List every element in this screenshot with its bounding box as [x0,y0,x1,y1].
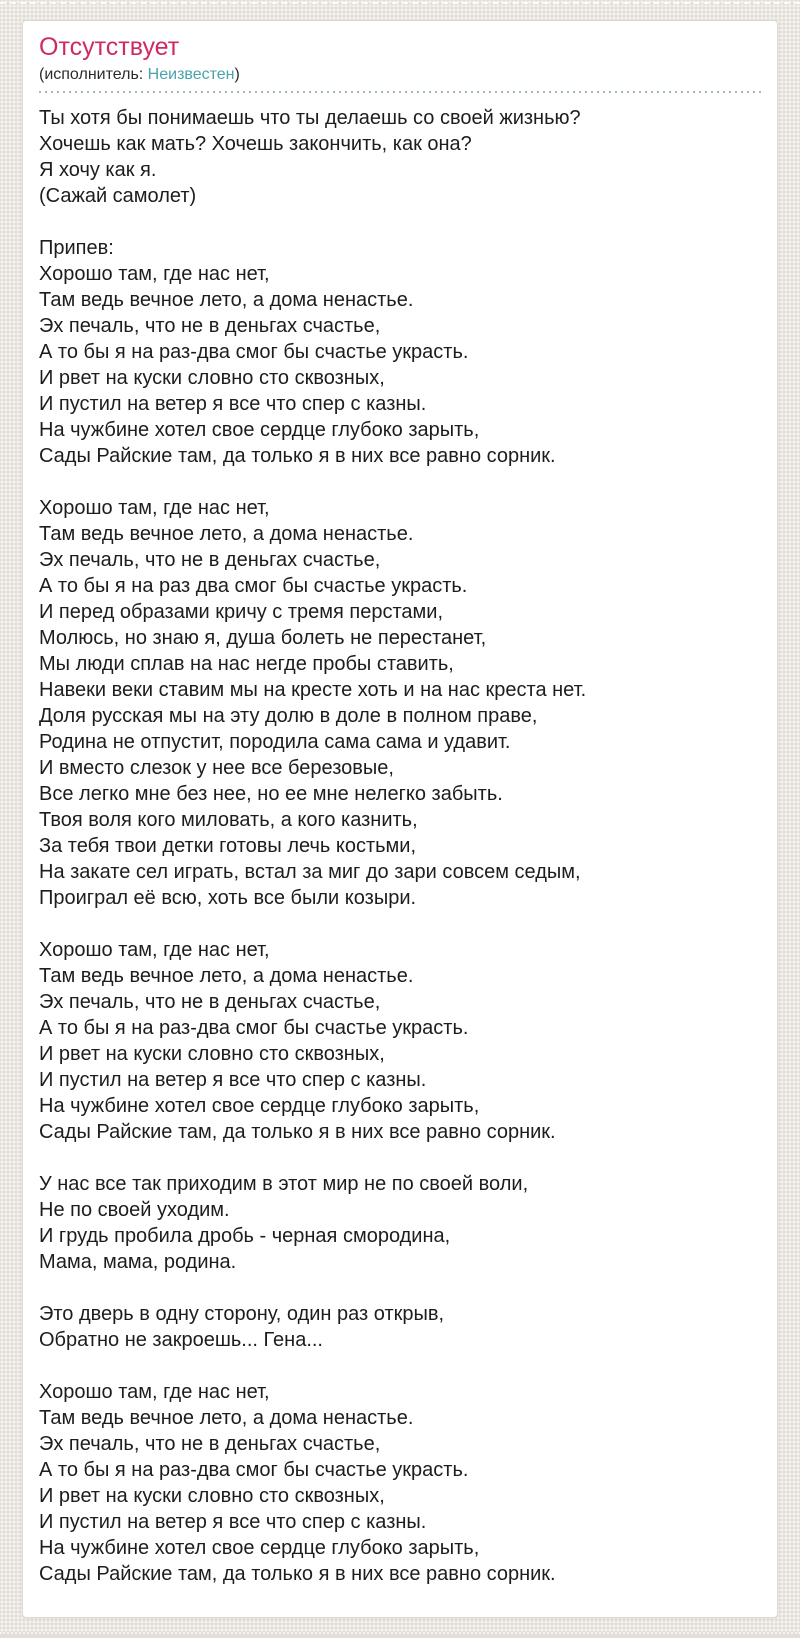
lyrics-text [39,105,761,1587]
song-header [39,33,761,93]
page-top-dashed-edge [0,2,800,4]
artist-label: (исполнитель: [39,66,148,83]
stanza: Ты хотя бы понимаешь что ты делаешь со своей жизнью? Хочешь как мать? Хочешь закончить, как она? Я хочу как я. (Сажай самолет) [39,107,581,207]
stanza: Хорошо там, где нас нет, Там ведь вечное лето, а дома ненастье. Эх печаль, что не в деньгах счастье, А то бы я на раз два смог бы счастье украсть. И перед образами кричу с тремя перстами, Молюсь, но знаю я, душа болеть не перестанет, Мы люди сплав на нас негде пробы ставить, Навеки веки ставим мы на кресте хоть и на нас креста нет. Доля русская мы на эту долю в доле в полном праве, Родина не отпустит, породила сама сама и удавит. И вместо слезок у нее все березовые, Все легко мне без нее, но ее мне нелегко забыть. Твоя воля кого миловать, а кого казнить, За тебя твои детки готовы лечь костьми, На закате сел играть, встал за миг до зари совсем седым, Проиграл её всю, хоть все были козыри. [39,497,587,909]
stanza: Припев: Хорошо там, где нас нет, Там ведь вечное лето, а дома ненастье. Эх печаль, что не в деньгах счастье, А то бы я на раз-два смог бы счастье украсть. И рвет на куски словно сто сквозных, И пустил на ветер я все что спер с казны. На чужбине хотел свое сердце глубоко зарыть, Сады Райские там, да только я в них все равно сорник. [39,237,556,467]
content-card [22,20,778,1618]
artist-name-link[interactable]: Неизвестен [147,66,235,83]
stanza: Хорошо там, где нас нет, Там ведь вечное лето, а дома ненастье. Эх печаль, что не в деньгах счастье, А то бы я на раз-два смог бы счастье украсть. И рвет на куски словно сто сквозных, И пустил на ветер я все что спер с казны. На чужбине хотел свое сердце глубоко зарыть, Сады Райские там, да только я в них все равно сорник. [39,1381,556,1585]
header-separator [39,91,761,93]
song-title-link[interactable]: Отсутствует [39,33,180,61]
stanza: Хорошо там, где нас нет, Там ведь вечное лето, а дома ненастье. Эх печаль, что не в деньгах счастье, А то бы я на раз-два смог бы счастье украсть. И рвет на куски словно сто сквозных, И пустил на ветер я все что спер с казны. На чужбине хотел свое сердце глубоко зарыть, Сады Райские там, да только я в них все равно сорник. [39,939,556,1143]
page-bottom-strip [0,1632,800,1638]
stanza: Это дверь в одну сторону, один раз открыв, Обратно не закроешь... Гена... [39,1303,445,1351]
artist-line-suffix: ) [234,66,240,83]
artist-line [39,65,761,84]
stanza: У нас все так приходим в этот мир не по своей воли, Не по своей уходим. И грудь пробила дробь - черная смородина, Мама, мама, родина. [39,1173,529,1273]
